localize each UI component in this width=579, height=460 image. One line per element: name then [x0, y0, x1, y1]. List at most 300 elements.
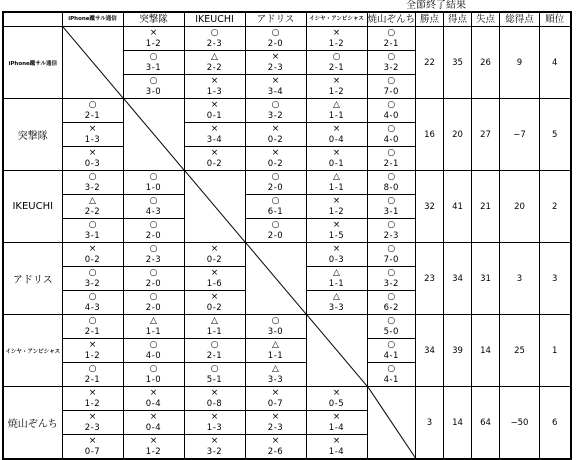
rank-value: 5: [540, 99, 571, 171]
match-result-cell: [306, 411, 367, 435]
result-symbol: ○: [210, 364, 219, 374]
match-result-cell: [123, 315, 184, 339]
match-score: 1-4: [328, 447, 345, 457]
match-score: 0-2: [84, 255, 101, 265]
match-result-cell: [367, 291, 416, 315]
result-symbol: ×: [332, 28, 341, 38]
match-result-cell: [184, 243, 245, 267]
result-symbol: ○: [88, 172, 97, 182]
match-score: 2-0: [145, 279, 162, 289]
result-symbol: ○: [387, 196, 396, 206]
goals-for-value: 35: [444, 27, 472, 99]
row-header-team: IKEUCHI: [3, 171, 62, 243]
match-result-cell: [184, 339, 245, 363]
match-score: 2-3: [206, 39, 223, 49]
result-symbol: ×: [88, 148, 97, 158]
match-result-cell: [306, 171, 367, 195]
match-score: 3-2: [84, 183, 101, 193]
match-score: 1-1: [328, 279, 345, 289]
goal-diff-value: −7: [500, 99, 540, 171]
col-header-rank: 順位: [540, 12, 571, 27]
result-symbol: ×: [88, 388, 97, 398]
result-symbol: ○: [387, 124, 396, 134]
match-score: 1-0: [145, 375, 162, 385]
match-result-cell: [184, 363, 245, 387]
row-header-team: アドリス: [3, 243, 62, 315]
match-result-cell: [62, 339, 123, 363]
diagonal-line: [63, 27, 123, 98]
match-result-cell: [245, 99, 306, 123]
match-result-cell: [184, 435, 245, 460]
match-result-cell: [62, 99, 123, 123]
result-symbol: ○: [387, 52, 396, 62]
self-match-cell: [184, 171, 245, 243]
match-result-cell: [367, 51, 416, 75]
match-result-cell: [62, 291, 123, 315]
match-result-cell: [367, 195, 416, 219]
match-result-cell: [245, 387, 306, 411]
result-symbol: ○: [210, 340, 219, 350]
match-score: 2-3: [145, 255, 162, 265]
match-result-cell: [123, 339, 184, 363]
points-value: 22: [416, 27, 444, 99]
result-symbol: ×: [210, 412, 219, 422]
row-header-team: イシヤ・アンビシャス: [3, 315, 62, 387]
match-score: 2-2: [84, 207, 101, 217]
match-score: 2-0: [267, 183, 284, 193]
result-symbol: △: [272, 340, 279, 350]
points-value: 32: [416, 171, 444, 243]
match-score: 8-0: [383, 183, 399, 193]
match-result-cell: [123, 387, 184, 411]
result-symbol: ×: [210, 76, 219, 86]
match-result-cell: [245, 27, 306, 51]
match-result-cell: [306, 75, 367, 99]
header-row: [3, 12, 571, 27]
match-score: 3-0: [145, 87, 162, 97]
match-score: 0-2: [206, 255, 223, 265]
match-result-cell: [306, 435, 367, 460]
match-result-cell: [184, 411, 245, 435]
match-result-cell: [367, 243, 416, 267]
match-result-cell: [306, 291, 367, 315]
match-score: 0-7: [84, 447, 101, 457]
diagonal-line: [307, 315, 367, 386]
match-result-cell: [62, 123, 123, 147]
match-result-cell: [184, 291, 245, 315]
match-result-cell: [367, 75, 416, 99]
match-score: 2-1: [84, 375, 101, 385]
match-score: 4-0: [145, 351, 162, 361]
match-result-cell: [367, 123, 416, 147]
match-score: 4-0: [383, 135, 399, 145]
match-result-cell: [306, 267, 367, 291]
result-symbol: ×: [210, 100, 219, 110]
match-score: 1-2: [328, 87, 345, 97]
match-score: 4-0: [383, 111, 399, 121]
match-result-cell: [123, 27, 184, 51]
result-symbol: ○: [88, 364, 97, 374]
match-result-cell: [367, 171, 416, 195]
result-symbol: ×: [332, 412, 341, 422]
goals-against-value: 26: [472, 27, 500, 99]
result-symbol: ○: [271, 172, 280, 182]
result-symbol: ○: [387, 340, 396, 350]
match-score: 1-2: [145, 447, 162, 457]
match-result-cell: [245, 411, 306, 435]
result-symbol: ×: [332, 388, 341, 398]
match-score: 2-0: [145, 303, 162, 313]
match-score: 7-0: [383, 87, 399, 97]
match-result-cell: [62, 171, 123, 195]
match-result-cell: [306, 243, 367, 267]
result-symbol: ○: [149, 52, 158, 62]
match-result-cell: [245, 51, 306, 75]
result-symbol: ○: [387, 100, 396, 110]
match-score: 3-2: [383, 63, 399, 73]
points-value: 34: [416, 315, 444, 387]
match-result-cell: [245, 147, 306, 171]
match-result-cell: [306, 387, 367, 411]
standings-table: [2, 11, 572, 460]
result-symbol: ×: [271, 412, 280, 422]
match-score: 2-0: [145, 231, 162, 241]
match-score: 0-1: [328, 159, 345, 169]
result-symbol: ×: [88, 124, 97, 134]
match-result-cell: [62, 219, 123, 243]
match-score: 1-1: [145, 327, 162, 337]
match-score: 1-2: [84, 351, 101, 361]
match-result-cell: [62, 147, 123, 171]
result-symbol: ○: [387, 76, 396, 86]
match-result-cell: [184, 315, 245, 339]
result-symbol: ○: [271, 220, 280, 230]
match-result-cell: [367, 363, 416, 387]
match-score: 0-2: [267, 135, 284, 145]
result-symbol: ○: [149, 268, 158, 278]
match-score: 7-0: [383, 255, 399, 265]
result-symbol: ×: [271, 436, 280, 446]
match-row: [3, 243, 571, 267]
result-symbol: ○: [271, 28, 280, 38]
match-result-cell: [306, 147, 367, 171]
col-header-team: 焼山ぞんち: [367, 14, 416, 25]
match-row: [3, 171, 571, 195]
rank-value: 1: [540, 315, 571, 387]
result-symbol: △: [211, 52, 218, 62]
result-symbol: ×: [271, 52, 280, 62]
match-score: 2-3: [267, 63, 284, 73]
match-score: 0-3: [328, 255, 345, 265]
match-score: 1-1: [328, 111, 345, 121]
self-match-cell: [62, 27, 123, 99]
match-score: 0-8: [206, 399, 223, 409]
match-score: 0-2: [206, 303, 223, 313]
match-score: 5-0: [383, 327, 399, 337]
match-score: 0-5: [328, 399, 345, 409]
match-score: 1-3: [84, 135, 101, 145]
match-result-cell: [245, 195, 306, 219]
self-match-cell: [306, 315, 367, 387]
result-symbol: △: [211, 316, 218, 326]
match-result-cell: [306, 123, 367, 147]
result-symbol: ○: [387, 244, 396, 254]
result-symbol: ○: [88, 292, 97, 302]
match-score: 3-2: [383, 279, 399, 289]
goals-for-value: 34: [444, 243, 472, 315]
match-score: 3-3: [328, 303, 345, 313]
match-result-cell: [62, 243, 123, 267]
col-header-team: IKEUCHI: [184, 12, 245, 27]
table-caption: 全節終了結果: [406, 0, 466, 11]
col-header-goals-for: 得点: [444, 12, 472, 27]
match-result-cell: [184, 27, 245, 51]
result-symbol: ×: [149, 436, 158, 446]
match-result-cell: [123, 411, 184, 435]
col-header-team: イシヤ・アンビシャス: [306, 12, 367, 27]
result-symbol: ×: [271, 124, 280, 134]
goal-diff-value: −50: [500, 387, 540, 460]
match-result-cell: [184, 267, 245, 291]
match-result-cell: [184, 51, 245, 75]
match-result-cell: [184, 75, 245, 99]
match-score: 1-5: [328, 231, 345, 241]
match-score: 6-2: [383, 303, 399, 313]
match-score: 3-2: [267, 111, 284, 121]
self-match-cell: [123, 99, 184, 171]
match-result-cell: [123, 75, 184, 99]
result-symbol: ○: [387, 292, 396, 302]
match-result-cell: [245, 315, 306, 339]
match-result-cell: [306, 51, 367, 75]
result-symbol: △: [333, 100, 340, 110]
match-result-cell: [62, 387, 123, 411]
match-score: 0-2: [267, 159, 284, 169]
rank-value: 6: [540, 387, 571, 460]
match-score: 1-1: [328, 183, 345, 193]
match-score: 3-1: [145, 63, 162, 73]
result-symbol: △: [333, 172, 340, 182]
match-score: 3-2: [206, 447, 223, 457]
match-score: 2-0: [267, 39, 284, 49]
match-score: 2-2: [206, 63, 223, 73]
match-result-cell: [62, 315, 123, 339]
self-match-cell: [245, 243, 306, 315]
match-score: 3-3: [267, 375, 284, 385]
result-symbol: ×: [88, 436, 97, 446]
result-symbol: ○: [387, 172, 396, 182]
result-symbol: ×: [332, 124, 341, 134]
corner-cell: [3, 12, 62, 27]
match-score: 2-3: [267, 423, 284, 433]
result-symbol: ○: [387, 148, 396, 158]
match-score: 3-0: [267, 327, 284, 337]
goals-against-value: 14: [472, 315, 500, 387]
result-symbol: ○: [149, 340, 158, 350]
match-score: 1-6: [206, 279, 223, 289]
match-result-cell: [306, 195, 367, 219]
result-symbol: △: [272, 364, 279, 374]
result-symbol: ○: [149, 76, 158, 86]
match-score: 2-6: [267, 447, 284, 457]
match-score: 2-1: [84, 327, 101, 337]
result-symbol: ○: [387, 220, 396, 230]
result-symbol: ○: [149, 244, 158, 254]
match-score: 2-1: [328, 63, 345, 73]
result-symbol: ×: [210, 124, 219, 134]
match-score: 0-3: [84, 159, 101, 169]
goals-against-value: 64: [472, 387, 500, 460]
match-result-cell: [245, 75, 306, 99]
result-symbol: ×: [271, 76, 280, 86]
match-score: 3-2: [84, 279, 101, 289]
match-result-cell: [123, 51, 184, 75]
result-symbol: ×: [271, 148, 280, 158]
result-symbol: ○: [387, 316, 396, 326]
match-result-cell: [245, 123, 306, 147]
col-header-goals-against: 失点: [472, 12, 500, 27]
goals-for-value: 41: [444, 171, 472, 243]
result-symbol: ○: [88, 100, 97, 110]
match-score: 2-0: [267, 231, 284, 241]
result-symbol: ○: [210, 28, 219, 38]
match-result-cell: [367, 147, 416, 171]
result-symbol: ○: [88, 220, 97, 230]
match-result-cell: [245, 219, 306, 243]
result-symbol: ○: [271, 316, 280, 326]
match-result-cell: [367, 99, 416, 123]
match-score: 2-3: [383, 231, 399, 241]
match-score: 2-1: [206, 351, 223, 361]
diagonal-line: [368, 387, 416, 458]
result-symbol: ×: [88, 244, 97, 254]
col-header-team: アドリス: [245, 12, 306, 27]
result-symbol: ×: [149, 388, 158, 398]
match-result-cell: [245, 339, 306, 363]
match-score: 0-4: [328, 135, 345, 145]
match-score: 3-4: [206, 135, 223, 145]
result-symbol: ×: [210, 148, 219, 158]
match-score: 0-1: [206, 111, 223, 121]
goals-for-value: 20: [444, 99, 472, 171]
match-result-cell: [123, 363, 184, 387]
result-symbol: ○: [387, 268, 396, 278]
points-value: 16: [416, 99, 444, 171]
result-symbol: △: [89, 196, 96, 206]
match-score: 1-2: [145, 39, 162, 49]
col-header-goal-diff: 総得点: [500, 12, 540, 27]
match-score: 1-0: [145, 183, 162, 193]
match-result-cell: [245, 171, 306, 195]
goals-for-value: 14: [444, 387, 472, 460]
rank-value: 3: [540, 243, 571, 315]
result-symbol: ×: [332, 244, 341, 254]
match-result-cell: [123, 171, 184, 195]
match-result-cell: [123, 243, 184, 267]
match-result-cell: [184, 99, 245, 123]
match-score: 1-2: [328, 207, 345, 217]
match-result-cell: [245, 363, 306, 387]
match-result-cell: [123, 435, 184, 460]
result-symbol: ×: [332, 220, 341, 230]
result-symbol: ×: [149, 28, 158, 38]
match-score: 4-3: [145, 207, 162, 217]
col-header-points: 勝点: [416, 12, 444, 27]
match-result-cell: [184, 123, 245, 147]
match-score: 6-1: [267, 207, 284, 217]
result-symbol: △: [333, 292, 340, 302]
match-result-cell: [367, 219, 416, 243]
goals-for-value: 39: [444, 315, 472, 387]
match-result-cell: [367, 339, 416, 363]
match-score: 0-4: [145, 399, 162, 409]
diagonal-line: [185, 171, 245, 242]
result-symbol: ○: [149, 172, 158, 182]
result-symbol: ×: [332, 436, 341, 446]
match-score: 3-4: [267, 87, 284, 97]
match-score: 1-3: [206, 423, 223, 433]
match-score: 1-2: [328, 39, 345, 49]
rank-value: 4: [540, 27, 571, 99]
match-row: [3, 387, 571, 411]
goals-against-value: 27: [472, 99, 500, 171]
points-value: 3: [416, 387, 444, 460]
match-result-cell: [62, 195, 123, 219]
match-result-cell: [367, 27, 416, 51]
result-symbol: ○: [332, 52, 341, 62]
match-score: 0-4: [145, 423, 162, 433]
match-result-cell: [62, 267, 123, 291]
match-result-cell: [123, 195, 184, 219]
result-symbol: △: [150, 316, 157, 326]
match-score: 3-1: [84, 231, 101, 241]
result-symbol: ×: [332, 148, 341, 158]
match-score: 4-1: [383, 375, 399, 385]
result-symbol: △: [333, 268, 340, 278]
result-symbol: ×: [210, 268, 219, 278]
match-score: 4-1: [383, 351, 399, 361]
result-symbol: ○: [149, 292, 158, 302]
result-symbol: ○: [149, 364, 158, 374]
match-result-cell: [306, 27, 367, 51]
result-symbol: ○: [88, 316, 97, 326]
self-match-cell: [367, 387, 416, 460]
match-result-cell: [184, 387, 245, 411]
rank-value: 2: [540, 171, 571, 243]
match-score: 1-4: [328, 423, 345, 433]
match-score: 5-1: [206, 375, 223, 385]
match-result-cell: [62, 435, 123, 460]
col-header-team: 突撃隊: [123, 12, 184, 27]
match-score: 0-2: [206, 159, 223, 169]
match-score: 2-1: [383, 39, 399, 49]
match-result-cell: [62, 411, 123, 435]
result-symbol: ○: [149, 220, 158, 230]
match-result-cell: [306, 99, 367, 123]
diagonal-line: [124, 99, 184, 170]
result-symbol: ○: [88, 268, 97, 278]
goals-against-value: 21: [472, 171, 500, 243]
result-symbol: ×: [210, 292, 219, 302]
match-result-cell: [184, 147, 245, 171]
match-score: 3-1: [383, 207, 399, 217]
match-score: 1-3: [206, 87, 223, 97]
match-score: 1-1: [267, 351, 284, 361]
goal-diff-value: 3: [500, 243, 540, 315]
match-row: [3, 315, 571, 339]
row-header-team: iPhone蹴サル通信: [3, 27, 62, 99]
result-symbol: ×: [210, 388, 219, 398]
